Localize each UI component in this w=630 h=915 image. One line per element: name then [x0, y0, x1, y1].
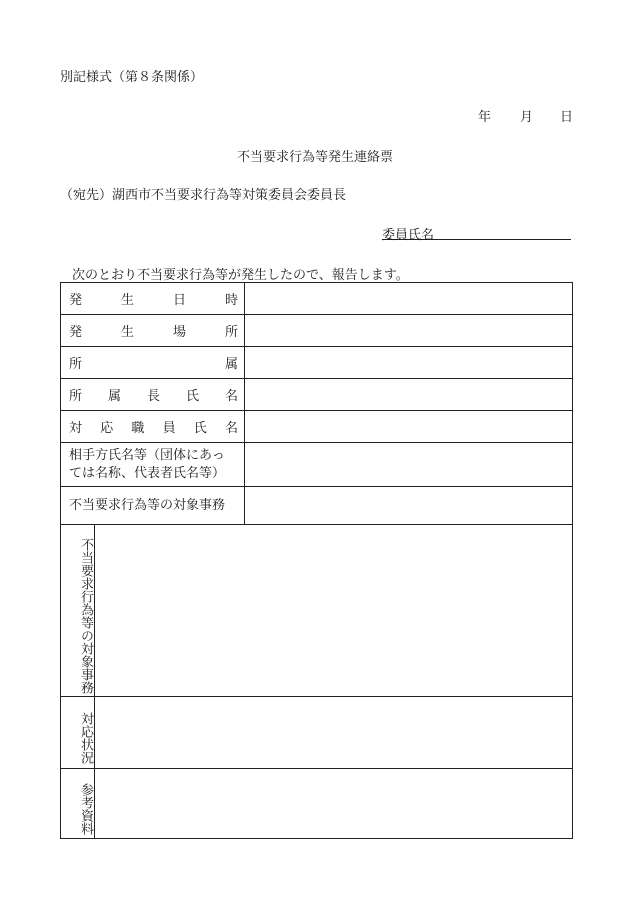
label-char: 名 — [224, 389, 238, 404]
label-char: 場 — [172, 325, 186, 340]
report-form-table — [60, 282, 573, 839]
value-responding-staff-name[interactable] — [245, 411, 573, 443]
value-counterparty[interactable] — [245, 443, 573, 487]
document-title: 不当要求行為等発生連絡票 — [236, 150, 393, 165]
section-label-reference-materials: 参考資料 — [61, 769, 95, 839]
label-char: 属 — [224, 357, 238, 372]
row-department-head-name — [61, 379, 573, 411]
label-target-work-text: 不当要求行為等の対象事務 — [69, 497, 226, 513]
row-counterparty — [61, 443, 573, 487]
label-counterparty-line1: 相手方氏名等（団体にあっ — [69, 447, 225, 463]
label-occurrence-place — [61, 315, 245, 347]
section-value-response-status[interactable] — [95, 697, 573, 769]
label-char: 氏 — [185, 389, 199, 404]
label-char: 所 — [224, 325, 238, 340]
label-occurrence-datetime — [61, 283, 245, 315]
label-char: 名 — [224, 421, 238, 436]
label-char: 属 — [107, 389, 121, 404]
label-char: 員 — [162, 421, 176, 436]
label-char: 所 — [69, 357, 83, 372]
value-department[interactable] — [245, 347, 573, 379]
label-char: 発 — [69, 293, 83, 308]
addressee: （宛先）湖西市不当要求行為等対策委員会委員長 — [60, 188, 347, 203]
label-department-head-name — [61, 379, 245, 411]
value-occurrence-place[interactable] — [245, 315, 573, 347]
label-char: 職 — [131, 421, 145, 436]
section-label-target-work: 不当要求行為等の対象事務 — [61, 525, 95, 697]
committee-member-name-field[interactable] — [382, 224, 571, 243]
label-counterparty-line2: ては名称、代表者氏名等） — [69, 465, 226, 481]
label-char: 長 — [146, 389, 160, 404]
label-char: 対 — [69, 421, 83, 436]
value-department-head-name[interactable] — [245, 379, 573, 411]
row-occurrence-place — [61, 315, 573, 347]
committee-member-name-label: 委員氏名 — [382, 228, 435, 243]
label-char: 生 — [120, 325, 134, 340]
label-char: 氏 — [193, 421, 207, 436]
row-target-work — [61, 487, 573, 525]
form-number-label: 別記様式（第８条関係） — [60, 70, 204, 85]
label-department — [61, 347, 245, 379]
value-occurrence-datetime[interactable] — [245, 283, 573, 315]
row-section-target-work — [61, 525, 573, 697]
row-department — [61, 347, 573, 379]
label-target-work — [61, 487, 245, 525]
label-char: 発 — [69, 325, 83, 340]
intro-text: 次のとおり不当要求行為等が発生したので、報告します。 — [72, 268, 409, 283]
section-value-reference-materials[interactable] — [95, 769, 573, 839]
label-char: 生 — [120, 293, 134, 308]
label-char: 所 — [69, 389, 83, 404]
month-label: 月 — [520, 110, 534, 125]
section-label-response-status: 対応状況 — [61, 697, 95, 769]
row-responding-staff-name — [61, 411, 573, 443]
label-char: 応 — [100, 421, 114, 436]
label-char: 時 — [224, 293, 238, 308]
row-section-response-status — [61, 697, 573, 769]
row-occurrence-datetime — [61, 283, 573, 315]
year-label: 年 — [478, 110, 492, 125]
section-value-target-work[interactable] — [95, 525, 573, 697]
label-counterparty — [61, 443, 245, 487]
day-label: 日 — [560, 110, 574, 125]
row-section-reference-materials — [61, 769, 573, 839]
value-target-work[interactable] — [245, 487, 573, 525]
label-char: 日 — [172, 293, 186, 308]
label-responding-staff-name — [61, 411, 245, 443]
